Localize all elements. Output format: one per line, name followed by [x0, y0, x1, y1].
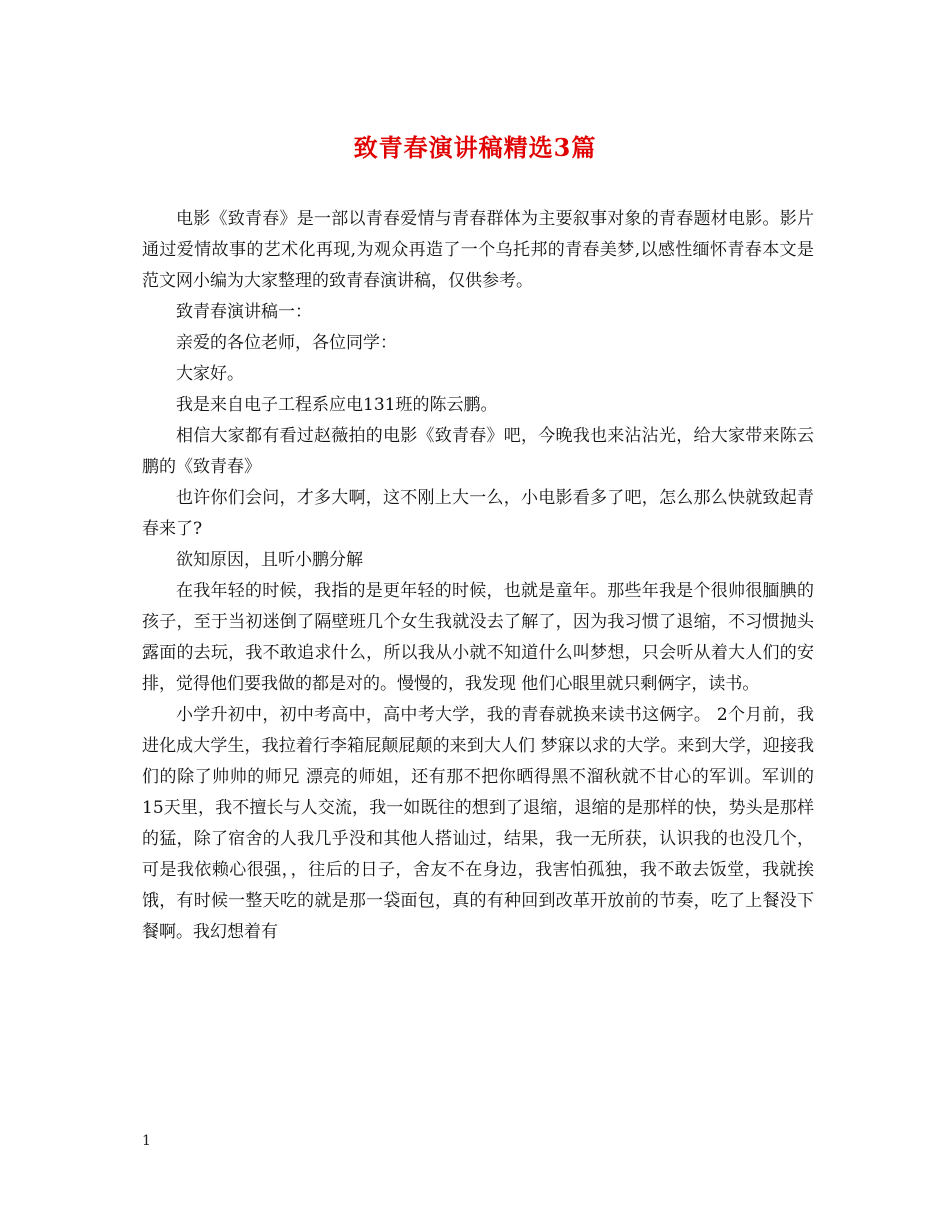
document-body: [142, 204, 814, 948]
paragraph-intro: 电影《致青春》是一部以青春爱情与青春群体为主要叙事对象的青春题材电影。影片通过爱情故事的艺术化再现,为观众再造了一个乌托邦的青春美梦,以感性缅怀青春本文是范文网小编为大家整理的致青春演讲稿，仅供参考。: [142, 209, 814, 291]
paragraph-question: 也许你们会问，才多大啊，这不刚上大一么，小电影看多了吧，怎么那么快就致起青春来了?: [142, 488, 814, 539]
paragraph-childhood: 在我年轻的时候，我指的是更年轻的时候，也就是童年。那些年我是个很帅很腼腆的孩子，至于当初迷倒了隔壁班几个女生我就没去了解了，因为我习惯了退缩，不习惯抛头露面的去玩，我不敢追求什么，所以我从小就不知道什么叫梦想，只会听从着大人们的安排，觉得他们要我做的都是对的。慢慢的，我发现 他们心眼里就只剩俩字，读书。: [142, 581, 814, 694]
paragraph-greeting: 大家好。: [176, 364, 244, 384]
paragraph-salutation: 亲爱的各位老师，各位同学：: [176, 333, 397, 353]
paragraph-heading-one: 致青春演讲稿一：: [176, 302, 312, 322]
document-title: 致青春演讲稿精选3篇: [353, 133, 597, 162]
paragraph-self-intro: 我是来自电子工程系应电131班的陈云鹏。: [176, 395, 498, 415]
page-number: 1: [142, 1133, 151, 1149]
paragraph-reason: 欲知原因，且听小鹏分解: [176, 550, 363, 570]
paragraph-movie: 相信大家都有看过赵薇拍的电影《致青春》吧，今晚我也来沾沾光，给大家带来陈云鹏的《致青春》: [142, 426, 814, 477]
paragraph-university: 小学升初中，初中考高中，高中考大学，我的青春就换来读书这俩字。 2个月前，我进化成大学生，我拉着行李箱屁颠屁颠的来到大人们 梦寐以求的大学。来到大学，迎接我们的除了帅帅的师兄 漂亮的师姐，还有那不把你晒得黑不溜秋就不甘心的军训。军训的15天里，我不擅长与人交流，我一如既往的想到了退缩，退缩的是那样的快，势头是那样的猛，除了宿舍的人我几乎没和其他人搭讪过，结果，我一无所获，认识我的也没几个，可是我依赖心很强，，往后的日子，舍友不在身边，我害怕孤独，我不敢去饭堂，我就挨饿，有时候一整天吃的就是那一袋面包，真的有种回到改革开放前的节奏，吃了上餐没下餐啊。我幻想着有: [142, 705, 814, 942]
